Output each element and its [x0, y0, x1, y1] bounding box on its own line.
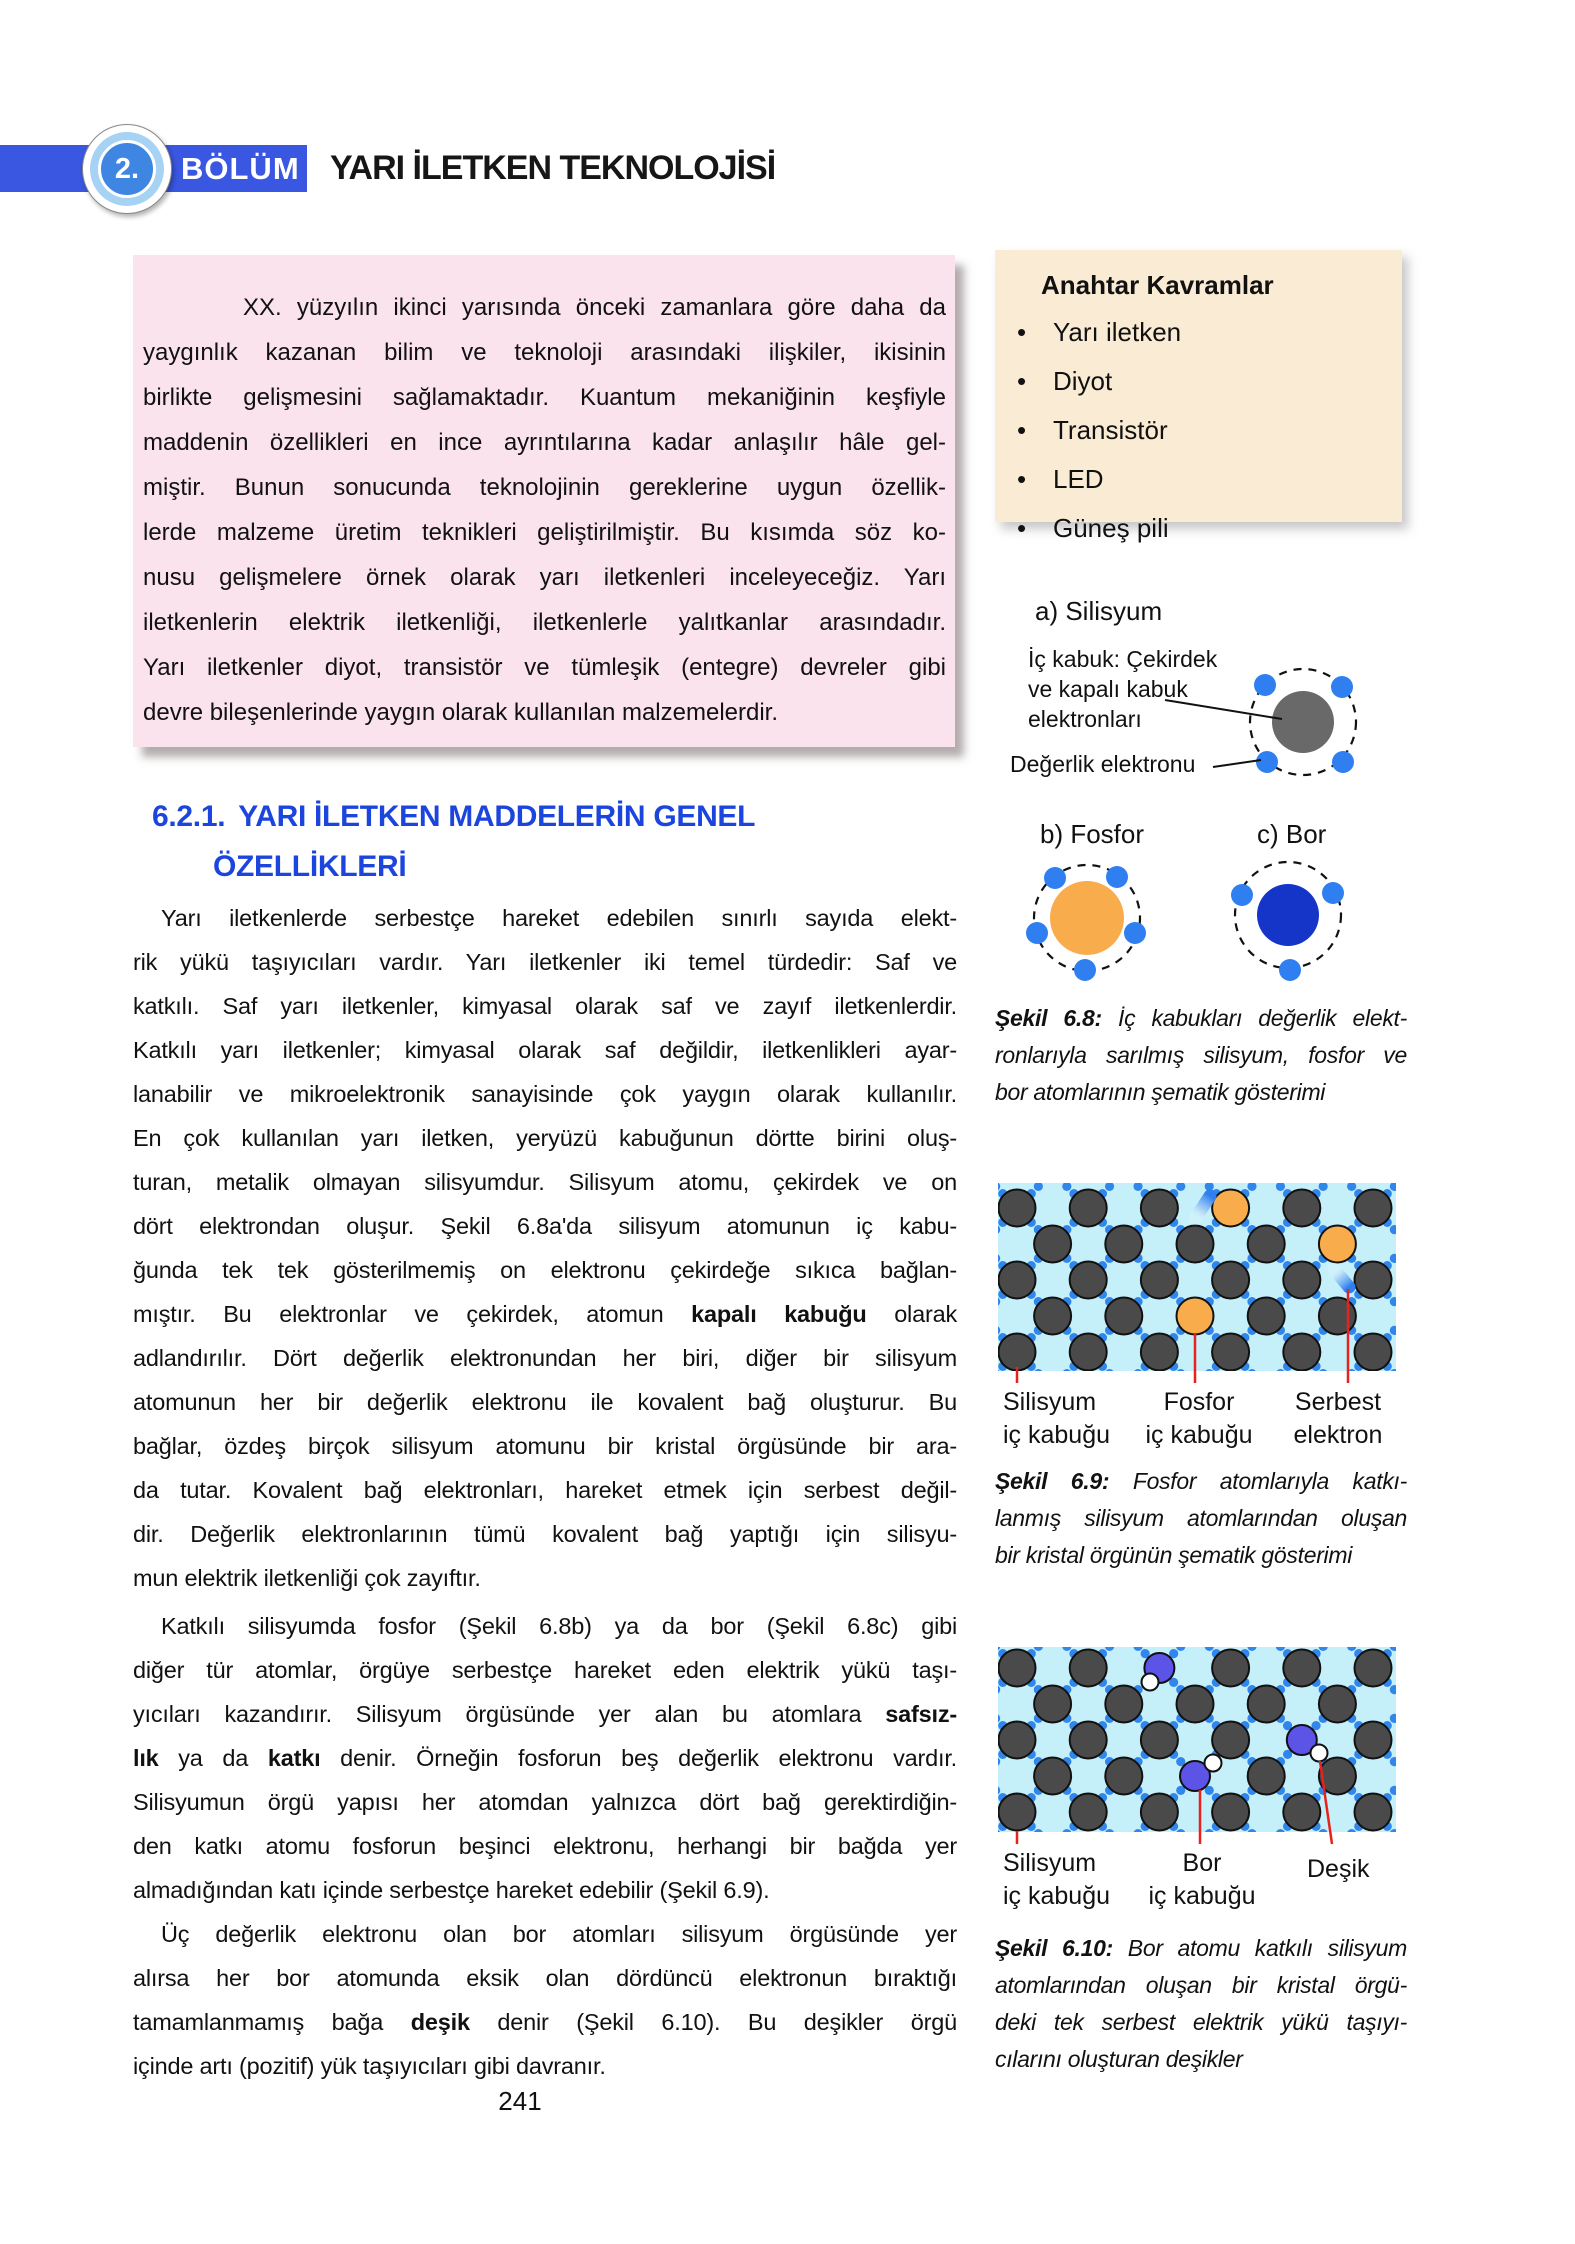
intro-box	[133, 255, 955, 747]
section-heading-line1	[152, 792, 755, 842]
section-number: 6.2.1.	[152, 800, 226, 833]
key-concept-label: Diyot	[1053, 366, 1113, 396]
page-title: YARI İLETKEN TEKNOLOJİSİ	[330, 149, 776, 187]
chapter-number-badge	[82, 124, 172, 214]
text-line: dört elektrondan oluşur. Şekil 6.8a'da silisyum atomunun iç kabu-	[133, 1213, 957, 1239]
text-line: En çok kullanılan yarı iletken, yeryüzü kabuğunun dörtte birini oluş-	[133, 1125, 957, 1151]
text-line: Deşik	[1307, 1855, 1370, 1883]
boron-core-label	[1147, 1847, 1257, 1913]
text-line: Fosfor	[1163, 1388, 1235, 1416]
text-line: tamamlanmamış bağa deşik denir (Şekil 6.10). Bu deşikler örgü	[133, 2009, 958, 2035]
figure-6-10-caption	[995, 1930, 1407, 2078]
text-line: alırsa her bor atomunda eksik olan dördüncü elektronun bıraktığı	[133, 1965, 957, 1991]
key-concept-label: Transistör	[1053, 415, 1168, 445]
bullet-icon: •	[1017, 513, 1027, 543]
text-line: birlikte gelişmesini sağlamaktadır. Kuantum mekaniğinin keşfiyle	[143, 384, 946, 411]
text-line: Şekil 6.10: Bor atomu katkılı silisyum	[995, 1935, 1407, 1961]
key-concept-item	[1011, 317, 1388, 348]
section-title-line2: ÖZELLİKLERİ	[213, 850, 407, 883]
section-heading	[152, 792, 755, 892]
chapter-label: BÖLÜM	[181, 151, 300, 186]
paragraph-2	[133, 1604, 957, 1912]
phosphorus-core-label	[1145, 1386, 1253, 1452]
chapter-number-ring	[90, 132, 164, 206]
section-title-line1: YARI İLETKEN MADDELERİN GENEL	[238, 800, 756, 833]
paragraph-3	[133, 1912, 957, 2088]
bullet-icon: •	[1017, 464, 1027, 494]
figure-6-9-phosphorus-doped-lattice	[995, 1180, 1405, 1463]
figure-6-9-caption	[995, 1463, 1407, 1574]
text-line: adlandırılır. Dört değerlik elektronundan her biri, diğer bir silisyum	[133, 1345, 957, 1371]
text-line: da tutar. Kovalent bağ elektronları, hareket etmek için serbest değil-	[133, 1477, 957, 1503]
silicon-core-label	[1003, 1847, 1110, 1913]
text-line: Katkılı yarı iletkenler; kimyasal olarak saf değildir, iletkenlikleri ayar-	[133, 1037, 957, 1063]
text-line: atomunun her bir değerlik elektronu ile kovalent bağ oluşturur. Bu	[133, 1389, 957, 1415]
silicon-core-label	[1003, 1386, 1110, 1452]
text-line: Bor	[1182, 1849, 1222, 1877]
figure-6-8b-label: b) Fosfor	[1040, 819, 1145, 849]
figure-6-8a-silicon-atom	[995, 590, 1405, 805]
text-line: rik yükü taşıyıcıları vardır. Yarı iletkenler iki temel türdedir: Saf ve	[133, 949, 957, 975]
figure-6-10-boron-doped-lattice	[995, 1645, 1405, 1928]
key-concepts-title: Anahtar Kavramlar	[1041, 270, 1274, 300]
key-concepts-list	[1011, 317, 1388, 544]
key-concept-item	[1011, 415, 1388, 446]
text-line: mun elektrik iletkenliği çok zayıftır.	[133, 1565, 481, 1591]
text-line: maddenin özellikleri en ince ayrıntılarına kadar anlaşılır hâle gel-	[143, 429, 946, 456]
text-line: lanmış silisyum atomlarından oluşan	[995, 1505, 1407, 1531]
text-line: ronlarıyla sarılmış silisyum, fosfor ve	[995, 1042, 1407, 1068]
text-line: devre bileşenlerinde yaygın olarak kullanılan malzemelerdir.	[143, 699, 779, 726]
text-line: den katkı atomu fosforun beşinci elektronu, herhangi bir bağda yer	[133, 1833, 957, 1859]
text-line: lerde malzeme üretim teknikleri geliştirilmiştir. Bu kısımda söz ko-	[143, 519, 946, 546]
text-line: yıcıları kazandırır. Silisyum örgüsünde yer alan bu atomlara safsız-	[133, 1701, 957, 1727]
text-line: bor atomlarının şematik gösterimi	[995, 1079, 1326, 1105]
key-concept-item	[1011, 464, 1388, 495]
inner-shell-label	[1028, 644, 1217, 734]
key-concept-label: LED	[1053, 464, 1104, 494]
text-line: atomlarından oluşan bir kristal örgü-	[995, 1972, 1407, 1998]
page-number: 241	[498, 2086, 542, 2116]
key-concept-item	[1011, 513, 1388, 544]
text-line: diğer tür atomlar, örgüye serbestçe hareket eden elektrik yükü taşı-	[133, 1657, 957, 1683]
text-line: lık ya da katkı denir. Örneğin fosforun beş değerlik elektronu vardır.	[133, 1745, 957, 1771]
bullet-icon: •	[1017, 317, 1027, 347]
valence-electron-label: Değerlik elektronu	[1010, 751, 1196, 777]
key-concept-label: Yarı iletken	[1053, 317, 1182, 347]
text-line: Silisyum	[1003, 1388, 1097, 1416]
text-line: iç kabuğu	[1148, 1882, 1256, 1910]
text-line: iç kabuğu	[1003, 1882, 1111, 1910]
text-line: almadığından katı içinde serbestçe hareket edebilir (Şekil 6.9).	[133, 1877, 770, 1903]
key-concept-label: Güneş pili	[1053, 513, 1169, 543]
text-line: nusu gelişmelere örnek olarak yarı iletkenleri inceleyeceğiz. Yarı	[143, 564, 946, 591]
text-line: Silisyumun örgü yapısı her atomdan yalnızca dört bağ gerektirdiğin-	[133, 1789, 957, 1815]
text-line: bağlar, özdeş birçok silisyum atomunu bir kristal örgüsünde bir ara-	[133, 1433, 957, 1459]
text-line: içinde artı (pozitif) yük taşıyıcıları gibi davranır.	[133, 2053, 606, 2079]
text-line: ve kapalı kabuk	[1028, 676, 1188, 702]
paragraph-1	[133, 896, 957, 1600]
figure-6-8bc-phosphorus-boron-atoms	[995, 805, 1405, 1000]
text-line: lanabilir ve mikroelektronik sanayisinde çok yaygın olarak kullanılır.	[133, 1081, 957, 1107]
hole-label	[1307, 1853, 1370, 1886]
text-line: katkılı. Saf yarı iletkenler, kimyasal olarak saf ve zayıf iletkenlerdir.	[133, 993, 957, 1019]
text-line: turan, metalik olmayan silisyumdur. Silisyum atomu, çekirdek ve on	[133, 1169, 957, 1195]
text-line: elektronları	[1028, 706, 1142, 732]
text-line: cılarını oluşturan deşikler	[995, 2046, 1243, 2072]
text-line: iç kabuğu	[1003, 1421, 1111, 1449]
text-line: mıştır. Bu elektronlar ve çekirdek, atomun kapalı kabuğu olarak	[133, 1301, 957, 1327]
text-line: Katkılı silisyumda fosfor (Şekil 6.8b) ya da bor (Şekil 6.8c) gibi	[161, 1613, 957, 1639]
text-line: elektron	[1293, 1421, 1383, 1449]
figure-6-8c-label: c) Bor	[1257, 819, 1327, 849]
text-line: İç kabuk: Çekirdek	[1028, 646, 1218, 672]
text-line: iç kabuğu	[1145, 1421, 1253, 1449]
text-line: Şekil 6.8: İç kabukları değerlik elekt-	[995, 1005, 1407, 1031]
text-line: dir. Değerlik elektronlarının tümü kovalent bağ yaptığı için silisyu-	[133, 1521, 957, 1547]
key-concept-item	[1011, 366, 1388, 397]
text-line: iletkenlerin elektrik iletkenliği, iletkenlerle yalıtkanlar arasındadır.	[143, 609, 946, 636]
text-line: deki tek serbest elektrik yükü taşıyı-	[995, 2009, 1407, 2035]
text-line: Şekil 6.9: Fosfor atomlarıyla katkı-	[995, 1468, 1407, 1494]
text-line: XX. yüzyılın ikinci yarısında önceki zamanlara göre daha da	[243, 294, 946, 321]
bullet-icon: •	[1017, 415, 1027, 445]
text-line: Yarı iletkenlerde serbestçe hareket edebilen sınırlı sayıda elekt-	[161, 905, 957, 931]
text-line: Üç değerlik elektronu olan bor atomları silisyum örgüsünde yer	[161, 1921, 957, 1947]
bullet-icon: •	[1017, 366, 1027, 396]
text-line: Yarı iletkenler diyot, transistör ve tümleşik (entegre) devreler gibi	[143, 654, 946, 681]
key-concepts-box	[995, 250, 1402, 543]
free-electron-label	[1283, 1386, 1393, 1452]
text-line: Serbest	[1294, 1388, 1382, 1416]
chapter-number: 2.	[98, 140, 156, 198]
text-line: bir kristal örgünün şematik gösterimi	[995, 1542, 1353, 1568]
text-line: yaygınlık kazanan bilim ve teknoloji arasındaki ilişkiler, ikisinin	[143, 339, 946, 366]
figure-6-8-caption	[995, 1000, 1407, 1111]
text-line: ğunda tek tek gösterilmemiş on elektronu çekirdeğe sıkıca bağlan-	[133, 1257, 957, 1283]
figure-6-8a-label: a) Silisyum	[1035, 596, 1163, 626]
text-line: Silisyum	[1003, 1849, 1097, 1877]
text-line: miştir. Bunun sonucunda teknolojinin gereklerine uygun özellik-	[143, 474, 946, 501]
